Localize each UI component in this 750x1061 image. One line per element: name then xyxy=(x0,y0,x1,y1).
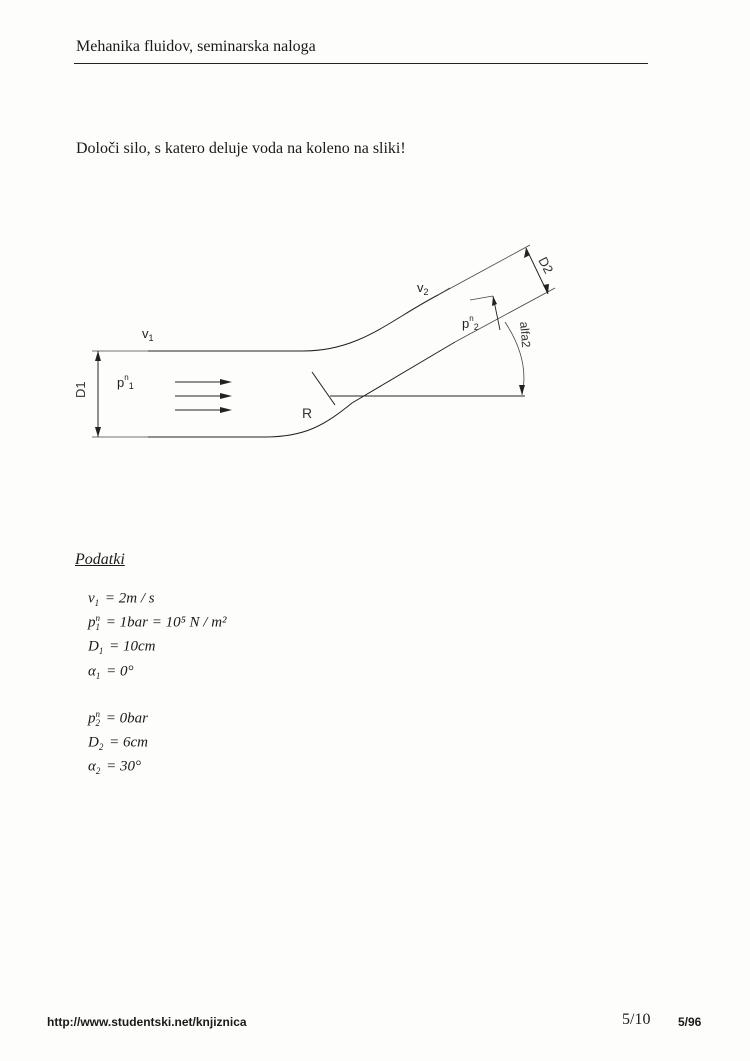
alfa2-arrow xyxy=(519,385,525,395)
p2-leader xyxy=(470,296,493,300)
given-value xyxy=(88,638,155,656)
d1-label: D1 xyxy=(73,381,88,398)
alfa2-label: alfa2 xyxy=(517,321,534,349)
pipe-bottom-wall xyxy=(148,342,455,437)
radius-label: R xyxy=(302,405,313,421)
given-superscript: n xyxy=(95,709,100,719)
given-value xyxy=(88,590,155,608)
d1-arrow-bottom xyxy=(95,427,101,437)
p1-label: $p^n_1$ xyxy=(117,373,134,391)
given-value xyxy=(88,710,148,728)
footer-total-pages: 5/96 xyxy=(678,1015,702,1029)
header-title: Mehanika fluidov, seminarska naloga xyxy=(76,38,316,55)
header-divider xyxy=(74,63,648,64)
given-value xyxy=(88,614,227,632)
given-expression: = 2m / s xyxy=(101,590,155,607)
given-symbol: v xyxy=(88,590,95,607)
given-expression: = 1bar = 10⁵ N / m² xyxy=(102,614,227,631)
given-expression: = 6cm xyxy=(105,734,148,751)
given-superscript: n xyxy=(95,613,100,623)
v2-label: $v_2$ xyxy=(417,280,429,297)
given-symbol: p xyxy=(88,710,96,727)
given-expression: = 0bar xyxy=(102,710,148,727)
given-subscript: 2 xyxy=(95,718,100,728)
radius-line xyxy=(312,372,335,405)
given-value xyxy=(88,734,148,752)
given-subscript: 1 xyxy=(95,671,101,681)
v1-label: $v_1$ xyxy=(142,326,154,343)
given-expression: = 30° xyxy=(102,758,141,775)
given-symbol: α xyxy=(88,663,96,680)
problem-statement: Določi silo, s katero deluje voda na koleno na sliki! xyxy=(76,140,406,157)
d2-label: D2 xyxy=(535,254,557,277)
given-symbol: D xyxy=(88,638,99,655)
given-subscript: 2 xyxy=(98,742,104,752)
given-subscript: 1 xyxy=(98,646,104,656)
given-expression: = 0° xyxy=(102,663,134,680)
given-value xyxy=(88,663,134,681)
given-expression: = 10cm xyxy=(105,638,156,655)
footer-page-number: 5/10 xyxy=(622,1011,651,1028)
given-subscript: 1 xyxy=(95,622,100,632)
data-heading: Podatki xyxy=(75,551,125,568)
given-symbol: p xyxy=(88,614,96,631)
flow-arrows xyxy=(175,379,232,413)
p2-arrow xyxy=(492,296,497,306)
given-subscript: 1 xyxy=(94,598,100,608)
given-symbol: α xyxy=(88,758,96,775)
given-subscript: 2 xyxy=(95,766,101,776)
given-value xyxy=(88,758,141,776)
given-symbol: D xyxy=(88,734,99,751)
outlet-guide-top xyxy=(438,245,530,295)
pipe-elbow-figure xyxy=(60,230,580,460)
pipe-top-wall xyxy=(148,288,450,351)
p2-label: $p^n_2$ xyxy=(462,314,479,332)
footer-url[interactable]: http://www.studentski.net/knjiznica xyxy=(47,1015,247,1029)
d1-arrow-top xyxy=(95,351,101,361)
